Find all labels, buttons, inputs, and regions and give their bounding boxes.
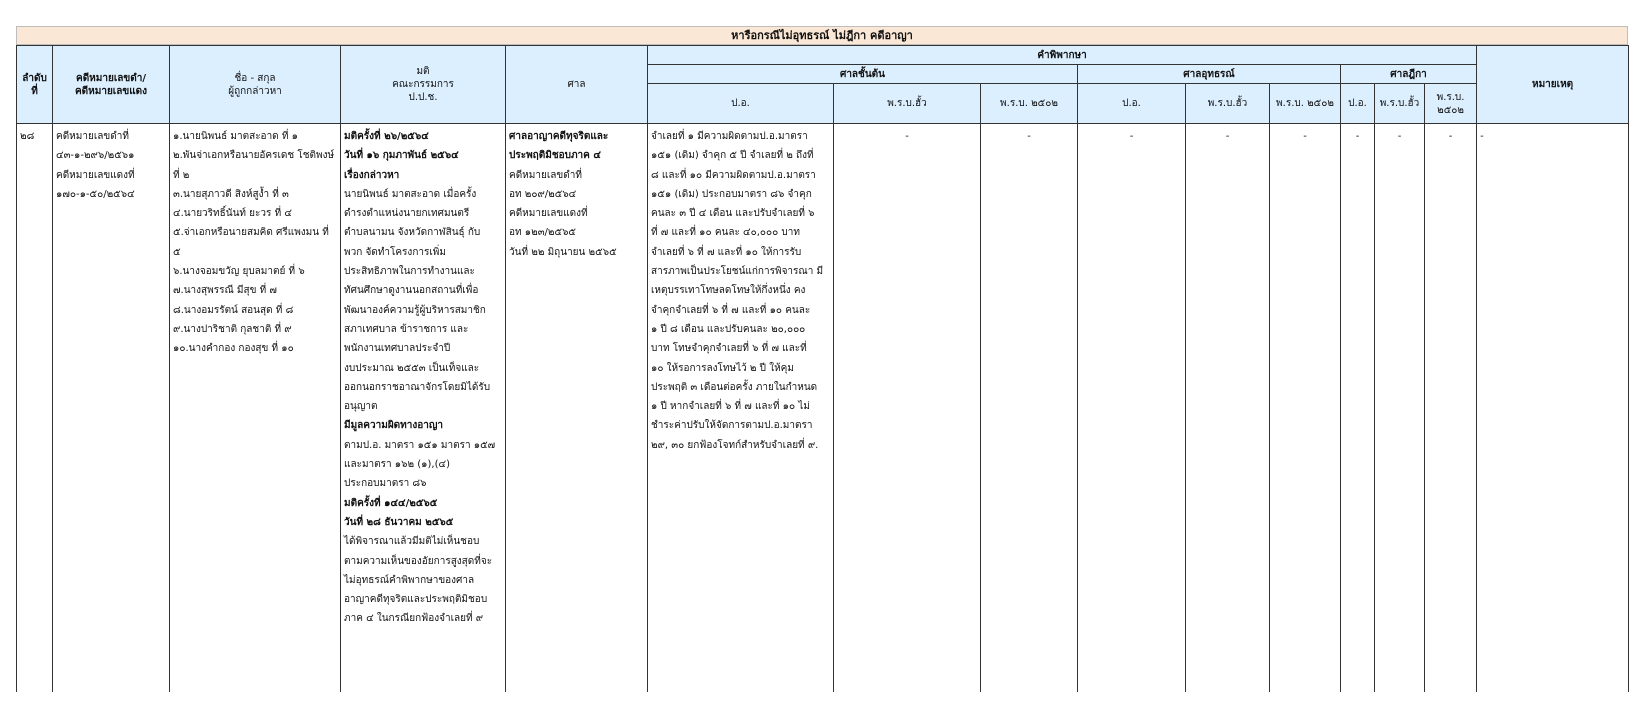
resolution-line: ประสิทธิภาพในการทำงานและ [344, 266, 475, 278]
first-court-judgment-line: จำเลยที่ ๖ ที่ ๗ และที่ ๑๐ ให้การรับ [651, 246, 802, 258]
header-name: ชื่อ - สกุล ผู้ถูกกล่าวหา [170, 46, 341, 124]
cell-first-court-po [648, 124, 834, 693]
header-case-no: คดีหมายเลขดำ/ คดีหมายเลขแดง [53, 46, 170, 124]
first-court-judgment-line: ๒๙, ๓๐ ยกฟ้องโจทก์สำหรับจำเลยที่ ๙. [651, 439, 819, 451]
header-supreme-court: ศาลฎีกา [1341, 65, 1477, 84]
cell-first-prb-2502: - [981, 124, 1078, 693]
header-resolution: มติ คณะกรรมการ ป.ป.ช. [341, 46, 506, 124]
header-first-court: ศาลชั้นต้น [648, 65, 1078, 84]
first-court-judgment-line: ๑ ปี ๘ เดือน และปรับคนละ ๒๐,๐๐๐ [651, 323, 806, 335]
resolution-line: เรื่องกล่าวหา [344, 169, 400, 181]
resolution-line: วันที่ ๑๖ กุมภาพันธ์ ๒๕๖๔ [344, 150, 459, 162]
cell-accused [170, 124, 341, 693]
accused-line: ๑๐.นางคำกอง กองสุข ที่ ๑๐ [173, 343, 294, 355]
resolution-line: ตามความเห็นของอัยการสูงสุดที่จะ [344, 555, 493, 567]
resolution-line: ภาค ๔ ในกรณียกฟ้องจำเลยที่ ๙ [344, 613, 484, 625]
resolution-line: มีมูลความผิดทางอาญา [344, 420, 444, 432]
accused-line: ที่ ๒ [173, 169, 190, 181]
resolution-line: มติครั้งที่ ๒๖/๒๕๖๔ [344, 131, 429, 142]
first-court-judgment-line: บาท โทษจำคุกจำเลยที่ ๖ ที่ ๗ และที่ [651, 343, 807, 355]
resolution-line: อนุญาต [344, 401, 378, 413]
accused-line: ๕ [173, 246, 181, 258]
accused-line: ๙.นางปาริชาติ กุลชาติ ที่ ๙ [173, 323, 292, 335]
court-line: อท ๒๐๙/๒๕๖๔ [509, 188, 577, 200]
header-appeal-court: ศาลอุทธรณ์ [1078, 65, 1341, 84]
cell-appeal-po: - [1078, 124, 1186, 693]
header-supreme-prb-old: พ.ร.บ.ฮั้ว [1375, 84, 1425, 124]
resolution-line: นายนิพนธ์ มาตสะอาด เมื่อครั้ง [344, 188, 477, 200]
cell-supreme-prb-2502: - [1425, 124, 1477, 693]
first-court-judgment-line: สารภาพเป็นประโยชน์แก่การพิจารณา มี [651, 266, 824, 278]
sheet-title: หารือกรณีไม่อุทธรณ์ ไม่ฎีกา คดีอาญา [16, 26, 1628, 45]
first-court-judgment-line: ๑๕๑ (เดิม) จำคุก ๕ ปี จำเลยที่ ๒ ถึงที่ [651, 150, 814, 162]
first-court-judgment-line: คนละ ๓ ปี ๔ เดือน และปรับจำเลยที่ ๖ [651, 208, 815, 220]
header-note: หมายเหตุ [1477, 46, 1629, 124]
court-line: คดีหมายเลขดำที่ [509, 169, 582, 181]
first-court-judgment-line: ชำระค่าปรับให้จัดการตามป.อ.มาตรา [651, 420, 813, 432]
cell-first-prb-old: - [834, 124, 981, 693]
resolution-line: วันที่ ๒๘ ธันวาคม ๒๕๖๕ [344, 516, 454, 528]
resolution-line: ตำบลนามน จังหวัดกาฬสินธุ์ กับ [344, 227, 481, 239]
resolution-line: มติครั้งที่ ๑๔๔/๒๕๖๕ [344, 497, 438, 509]
case-number-line: คดีหมายเลขแดงที่ [56, 169, 135, 181]
resolution-line: พนักงานเทศบาลประจำปี [344, 343, 451, 355]
resolution-line: พวก จัดทำโครงการเพิ่ม [344, 246, 446, 258]
resolution-line: ตามป.อ. มาตรา ๑๕๑ มาตรา ๑๕๗ [344, 439, 496, 451]
resolution-line: และมาตรา ๑๖๒ (๑),(๔) [344, 459, 450, 471]
resolution-line: ดำรงตำแหน่งนายกเทศมนตรี [344, 208, 470, 220]
cell-appeal-prb-2502: - [1270, 124, 1341, 693]
header-judgment: คำพิพากษา [648, 46, 1477, 65]
resolution-line: ประกอบมาตรา ๘๖ [344, 478, 427, 490]
accused-line: ๘.นางอมรรัตน์ สอนสุด ที่ ๘ [173, 304, 294, 316]
resolution-line: ไม่อุทธรณ์คำพิพากษาของศาล [344, 574, 475, 586]
first-court-judgment-line: ๑ ปี หากจำเลยที่ ๖ ที่ ๗ และที่ ๑๐ ไม่ [651, 401, 810, 413]
cell-supreme-prb-old: - [1375, 124, 1425, 693]
cell-appeal-prb-old: - [1186, 124, 1270, 693]
header-no: ลำดับ ที่ [17, 46, 53, 124]
accused-line: ๕.จ่าเอกหรือนายสมคิด ศรีแพงมน ที่ [173, 227, 329, 239]
header-appeal-prb-2502: พ.ร.บ. ๒๕๐๒ [1270, 84, 1341, 124]
resolution-line: ได้พิจารณาแล้วมีมติไม่เห็นชอบ [344, 536, 480, 548]
header-first-prb-2502: พ.ร.บ. ๒๕๐๒ [981, 84, 1078, 124]
first-court-judgment-line: ที่ ๗ และที่ ๑๐ คนละ ๔๐,๐๐๐ บาท [651, 227, 800, 239]
first-court-judgment-line: ๘ และที่ ๑๐ มีความผิดตามป.อ.มาตรา [651, 169, 816, 181]
cell-supreme-po: - [1341, 124, 1375, 693]
court-line: ประพฤติมิชอบภาค ๔ [509, 150, 601, 162]
header-first-prb-old: พ.ร.บ.ฮั้ว [834, 84, 981, 124]
resolution-line: พัฒนาองค์ความรู้ผู้บริหารสมาชิก [344, 304, 486, 316]
header-supreme-po: ป.อ. [1341, 84, 1375, 124]
first-court-judgment-line: ๑๕๑ (เดิม) ประกอบมาตรา ๘๖ จำคุก [651, 188, 812, 200]
case-number-line: ๑๗๐-๑-๕๐/๒๕๖๔ [56, 188, 135, 200]
court-line: วันที่ ๒๒ มิถุนายน ๒๕๖๕ [509, 246, 617, 258]
case-table [16, 45, 1629, 692]
header-court: ศาล [506, 46, 648, 124]
resolution-line: ออกนอกราชอาณาจักรโดยมิได้รับ [344, 381, 491, 393]
header-supreme-prb-2502: พ.ร.บ. ๒๕๐๒ [1425, 84, 1477, 124]
cell-resolution [341, 124, 506, 693]
court-line: ศาลอาญาคดีทุจริตและ [509, 131, 609, 142]
resolution-line: สภาเทศบาล ข้าราชการ และ [344, 323, 469, 335]
header-first-po: ป.อ. [648, 84, 834, 124]
cell-court [506, 124, 648, 693]
accused-line: ๗.นางสุพรรณี มีสุข ที่ ๗ [173, 285, 277, 297]
first-court-judgment-line: เหตุบรรเทาโทษลดโทษให้กึ่งหนึ่ง คง [651, 285, 806, 297]
table-row [17, 124, 1629, 693]
accused-line: ๑.นายนิพนธ์ มาตสะอาด ที่ ๑ [173, 131, 298, 142]
cell-case-numbers [53, 124, 170, 693]
court-line: อท ๑๒๓/๒๕๖๕ [509, 227, 576, 239]
header-appeal-prb-old: พ.ร.บ.ฮั้ว [1186, 84, 1270, 124]
accused-line: ๒.พันจ่าเอกหรือนายอัครเดช โชติพงษ์ [173, 150, 335, 162]
court-line: คดีหมายเลขแดงที่ [509, 208, 588, 220]
resolution-line: งบประมาณ ๒๕๕๓ เป็นเท็จและ [344, 362, 480, 374]
case-number-line: ๔๓-๑-๒๙๖/๒๕๖๑ [56, 150, 135, 162]
accused-line: ๖.นางจอมขวัญ ยุบลมาตย์ ที่ ๖ [173, 266, 305, 278]
cell-no: ๒๘ [17, 124, 53, 693]
case-number-line: คดีหมายเลขดำที่ [56, 131, 129, 142]
first-court-judgment-line: จำเลยที่ ๑ มีความผิดตามป.อ.มาตรา [651, 131, 808, 142]
resolution-line: อาญาคดีทุจริตและประพฤติมิชอบ [344, 594, 488, 606]
header-appeal-po: ป.อ. [1078, 84, 1186, 124]
first-court-judgment-line: ประพฤติ ๓ เดือนต่อครั้ง ภายในกำหนด [651, 381, 818, 393]
accused-line: ๓.นายสุภาวดี สิงห์สูง้ำ ที่ ๓ [173, 188, 289, 200]
first-court-judgment-line: ๑๐ ให้รอการลงโทษไว้ ๒ ปี ให้คุม [651, 362, 794, 374]
accused-line: ๔.นายวริทธิ์นันท์ ยะวร ที่ ๔ [173, 208, 292, 220]
cell-note: - [1477, 124, 1629, 693]
resolution-line: ทัศนศึกษาดูงานนอกสถานที่เพื่อ [344, 285, 479, 297]
first-court-judgment-line: จำคุกจำเลยที่ ๖ ที่ ๗ และที่ ๑๐ คนละ [651, 304, 811, 316]
